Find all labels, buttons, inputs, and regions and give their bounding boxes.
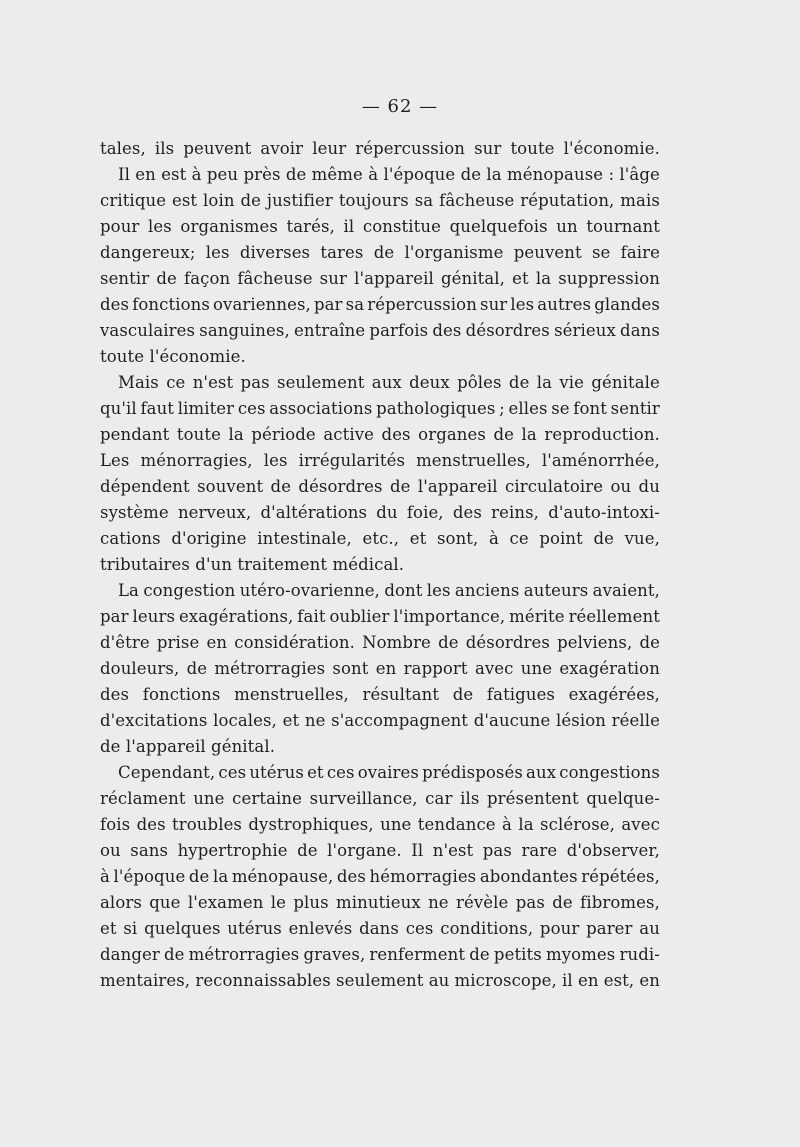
text-line: Mais ce n'est pas seulement aux deux pôles de la vie génitale bbox=[118, 373, 660, 392]
text-line: des fonctions menstruelles, résultant de fatigues exagérées, bbox=[100, 685, 660, 704]
text-line: critique est loin de justifier toujours sa fâcheuse réputation, mais bbox=[100, 191, 660, 210]
text-line: qu'il faut limiter ces associations pathologiques ; elles se font sentir bbox=[100, 399, 660, 418]
text-line: mentaires, reconnaissables seulement au microscope, il en est, en bbox=[100, 971, 660, 990]
text-line: danger de métrorragies graves, renferment de petits myomes rudi- bbox=[100, 945, 660, 964]
text-line: Il en est à peu près de même à l'époque de la ménopause : l'âge bbox=[118, 165, 660, 184]
text-line: par leurs exagérations, fait oublier l'importance, mérite réellement bbox=[100, 607, 660, 626]
text-line: réclament une certaine surveillance, car ils présentent quelque- bbox=[100, 789, 660, 808]
body-text bbox=[100, 136, 660, 994]
text-line: La congestion utéro-ovarienne, dont les anciens auteurs avaient, bbox=[118, 581, 660, 600]
text-line: pendant toute la période active des organes de la reproduction. bbox=[100, 425, 660, 444]
text-line: système nerveux, d'altérations du foie, des reins, d'auto-intoxi- bbox=[100, 503, 660, 522]
text-line: des fonctions ovariennes, par sa répercussion sur les autres glandes bbox=[100, 295, 660, 314]
page-number: — 62 — bbox=[361, 96, 439, 117]
text-line: tales, ils peuvent avoir leur répercussion sur toute l'économie. bbox=[100, 139, 660, 158]
text-line: d'excitations locales, et ne s'accompagnent d'aucune lésion réelle bbox=[100, 711, 660, 730]
text-line: tributaires d'un traitement médical. bbox=[100, 555, 405, 574]
text-line: dépendent souvent de désordres de l'appareil circulatoire ou du bbox=[100, 477, 660, 496]
text-line: pour les organismes tarés, il constitue quelquefois un tournant bbox=[100, 217, 660, 236]
text-line: Cependant, ces utérus et ces ovaires prédisposés aux congestions bbox=[118, 763, 660, 782]
text-line: d'être prise en considération. Nombre de désordres pelviens, de bbox=[100, 633, 660, 652]
text-line: sentir de façon fâcheuse sur l'appareil génital, et la suppression bbox=[100, 269, 660, 288]
text-line: douleurs, de métrorragies sont en rapport avec une exagération bbox=[100, 659, 660, 678]
text-line: toute l'économie. bbox=[100, 347, 246, 366]
text-line: Les ménorragies, les irrégularités menstruelles, l'aménorrhée, bbox=[100, 451, 660, 470]
text-line: fois des troubles dystrophiques, une tendance à la sclérose, avec bbox=[100, 815, 660, 834]
text-line: vasculaires sanguines, entraîne parfois des désordres sérieux dans bbox=[100, 321, 660, 340]
text-line: alors que l'examen le plus minutieux ne révèle pas de fibromes, bbox=[100, 893, 660, 912]
text-line: cations d'origine intestinale, etc., et sont, à ce point de vue, bbox=[100, 529, 660, 548]
text-line: ou sans hypertrophie de l'organe. Il n'est pas rare d'observer, bbox=[100, 841, 660, 860]
text-line: et si quelques utérus enlevés dans ces conditions, pour parer au bbox=[100, 919, 660, 938]
text-line: dangereux; les diverses tares de l'organisme peuvent se faire bbox=[100, 243, 660, 262]
text-line: à l'époque de la ménopause, des hémorragies abondantes répétées, bbox=[100, 867, 660, 886]
text-line: de l'appareil génital. bbox=[100, 737, 276, 756]
